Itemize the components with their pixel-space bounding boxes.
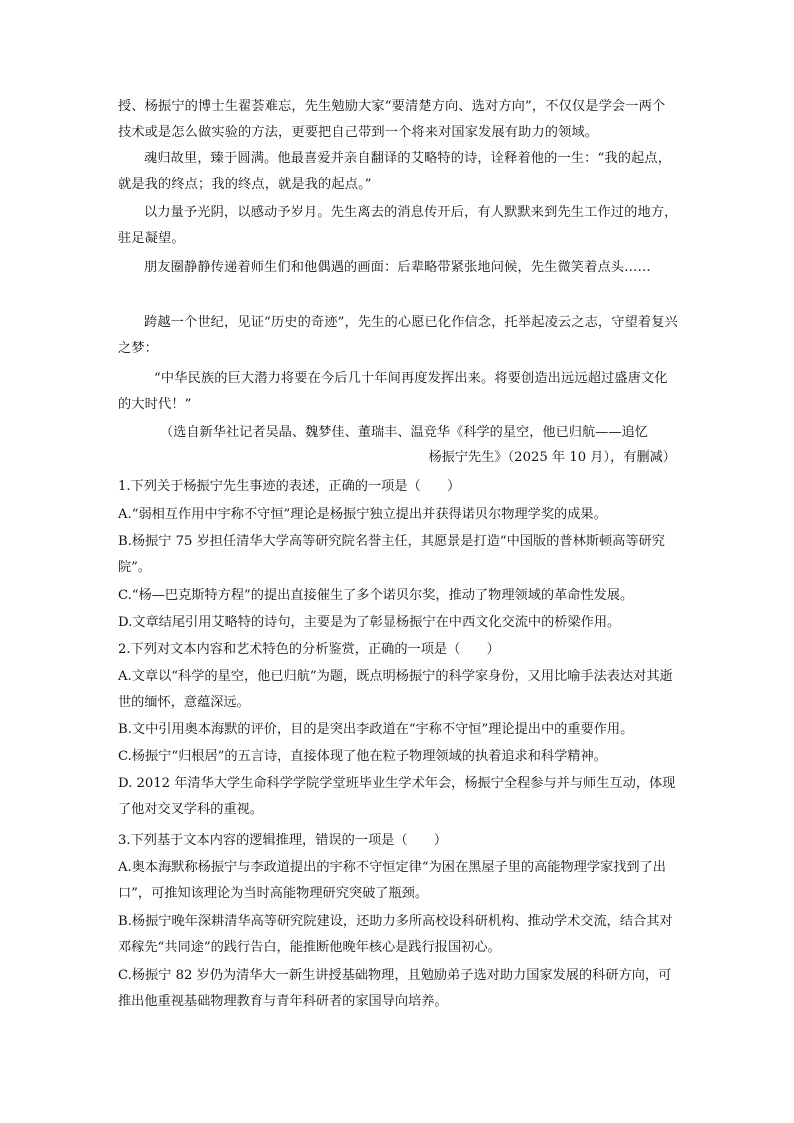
question-2-option-a: A.文章以“科学的星空，他已归航”为题，既点明杨振宁的科学家身份，又用比喻手法表达对其逝世的缅怀，意蕴深远。	[118, 669, 673, 710]
question-3-stem: 3.下列基于文本内容的逻辑推理，错误的一项是（ ）	[118, 833, 448, 848]
question-1-option-b: B.杨振宁 75 岁担任清华大学高等研究院名誉主任，其愿景是打造“中国版的普林斯顿高等研究院”。	[118, 534, 665, 575]
question-1-option-c: C.“杨—巴克斯特方程”的提出直接催生了多个诺贝尔奖，推动了物理领域的革命性发展。	[118, 588, 634, 603]
question-3-option-a: A.奥本海默称杨振宁与李政道提出的宇称不守恒定律“为困在黑屋子里的高能物理学家找到了出口”，可推知该理论为当时高能物理研究突破了瓶颈。	[118, 860, 666, 901]
question-2-option-b: B.文中引用奥本海默的评价，目的是突出李政道在“宇称不守恒”理论提出中的重要作用。	[118, 722, 634, 737]
question-1-stem: 1.下列关于杨振宁先生事迹的表述，正确的一项是（ ）	[118, 479, 461, 494]
question-3-option-b: B.杨振宁晚年深耕清华高等研究院建设，还助力多所高校设科研机构、推动学术交流，结合其对邓稼先“共同途”的践行告白，能推断他晚年核心是践行报国初心。	[118, 914, 673, 955]
question-3-option-c: C.杨振宁 82 岁仍为清华大一新生讲授基础物理，且勉励弟子选对助力国家发展的科研方向，可推出他重视基础物理教育与青年科研者的家国导向培养。	[118, 968, 672, 1009]
source-line-2: 杨振宁先生》（2025 年 10 月），有删减）	[428, 450, 676, 465]
paragraph-continued: 授、杨振宁的博士生翟荟难忘，先生勉励大家“要清楚方向、选对方向”，不仅仅是学会一两个技术或是怎么做实验的方法，更要把自己带到一个将来对国家发展有助力的领域。	[118, 99, 666, 140]
source-line-1: （选自新华社记者吴晶、魏梦佳、董瑞丰、温竞华《科学的星空，他已归航——追忆	[160, 425, 648, 440]
question-1-option-a: A.“弱相互作用中宇称不守恒”理论是杨振宁独立提出并获得诺贝尔物理学奖的成果。	[118, 507, 607, 522]
question-2-option-c: C.杨振宁“归根居”的五言诗，直接体现了他在粒子物理领域的执着追求和科学精神。	[118, 749, 607, 764]
paragraph-friends: 朋友圈静静传递着师生们和他偶遇的画面：后辈略带紧张地问候，先生微笑着点头……	[144, 260, 651, 275]
paragraph-century: 跨越一个世纪，见证“历史的奇迹”，先生的心愿已化作信念，托举起凌云之志，守望着复兴之梦：	[118, 315, 678, 356]
paragraph-quote: “中华民族的巨大潜力将要在今后几十年间再度发挥出来。将要创造出远远超过盛唐文化的大时代！”	[118, 371, 668, 412]
paragraph-soul: 魂归故里，臻于圆满。他最喜爱并亲自翻译的艾略特的诗，诠释着他的一生：“我的起点，就是我的终点；我的终点，就是我的起点。”	[118, 151, 672, 192]
question-2-stem: 2.下列对文本内容和艺术特色的分析鉴赏，正确的一项是（ ）	[118, 642, 500, 657]
question-2-option-d: D. 2012 年清华大学生命科学学院学堂班毕业生学术年会，杨振宁全程参与并与师生互动，体现了他对交叉学科的重视。	[118, 776, 676, 817]
question-1-option-d: D.文章结尾引用艾略特的诗句，主要是为了彰显杨振宁在中西文化交流中的桥梁作用。	[118, 615, 621, 630]
paragraph-light: 以力量予光阴，以感动予岁月。先生离去的消息传开后，有人默默来到先生工作过的地方，驻足凝望。	[118, 205, 678, 246]
